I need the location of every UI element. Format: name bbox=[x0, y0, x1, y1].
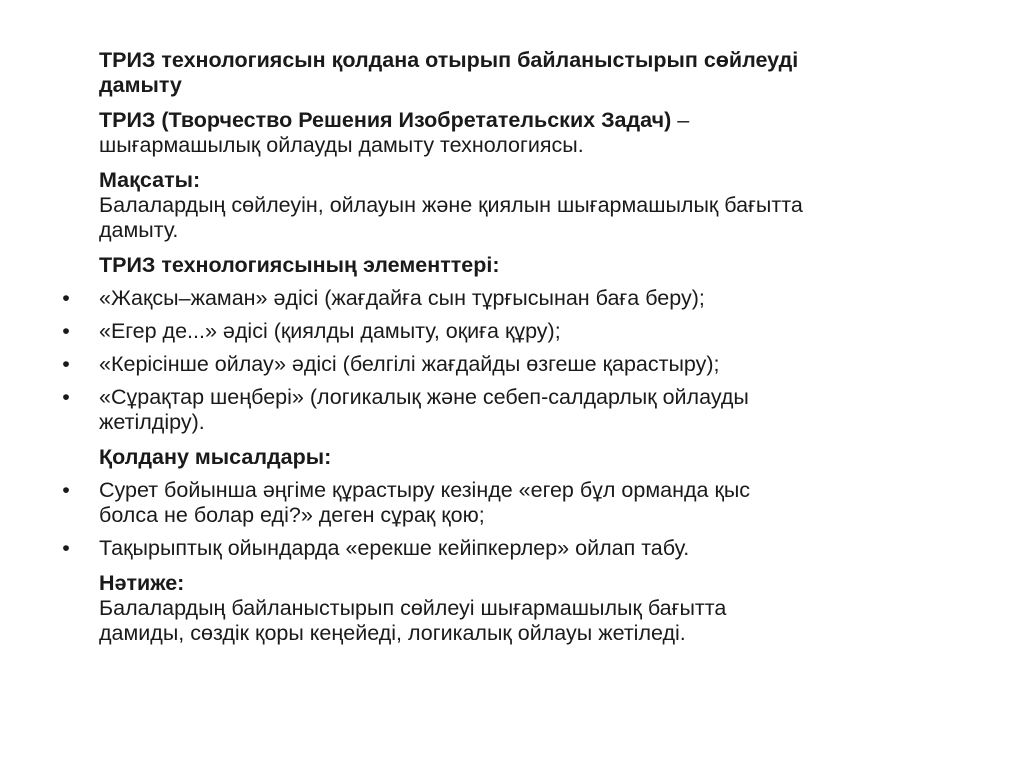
bullet-icon: • bbox=[62, 385, 70, 409]
result-text-line-1: Балалардың байланыстырып сөйлеуі шығармашылық бағытта bbox=[99, 596, 727, 620]
bullet-icon: • bbox=[62, 352, 70, 376]
list-item-text-line-2: болса не болар еді?» деген сұрақ қою; bbox=[99, 503, 485, 527]
title-line-2: дамыту bbox=[99, 73, 182, 97]
list-item bbox=[62, 319, 979, 344]
result-paragraph bbox=[99, 571, 979, 646]
title-line-1: ТРИЗ технологиясын қолдана отырып байланыстырып сөйлеуді bbox=[99, 48, 799, 72]
list-item-text-line-1: Сурет бойынша әңгіме құрастыру кезінде «егер бұл орманда қыс bbox=[99, 478, 751, 502]
result-text-line-2: дамиды, сөздік қоры кеңейеді, логикалық ойлауы жетіледі. bbox=[99, 621, 686, 645]
definition-dash: – bbox=[671, 108, 690, 132]
bullet-icon: • bbox=[62, 286, 70, 310]
list-item bbox=[62, 478, 979, 528]
list-item bbox=[62, 385, 979, 435]
definition-text: шығармашылық ойлауды дамыту технологиясы. bbox=[99, 133, 584, 157]
list-item-text: «Керісінше ойлау» әдісі (белгілі жағдайды өзгеше қарастыру); bbox=[99, 352, 720, 376]
goal-heading: Мақсаты: bbox=[99, 168, 201, 192]
definition-term: ТРИЗ (Творчество Решения Изобретательских Задач) bbox=[99, 108, 672, 132]
slide-content bbox=[62, 48, 979, 656]
result-heading: Нәтиже: bbox=[99, 571, 185, 595]
list-item-text: «Жақсы–жаман» әдісі (жағдайға сын тұрғысынан баға беру); bbox=[99, 286, 705, 310]
elements-heading: ТРИЗ технологиясының элементтері: bbox=[99, 253, 500, 277]
goal-text-line-2: дамыту. bbox=[99, 218, 179, 242]
list-item-text: Тақырыптық ойындарда «ерекше кейіпкерлер» ойлап табу. bbox=[99, 536, 690, 560]
list-item-text: «Егер де...» әдісі (қиялды дамыту, оқиға құру); bbox=[99, 319, 561, 343]
bullet-icon: • bbox=[62, 319, 70, 343]
bullet-icon: • bbox=[62, 536, 70, 560]
list-item bbox=[62, 536, 979, 561]
definition-paragraph bbox=[99, 108, 979, 158]
examples-heading: Қолдану мысалдары: bbox=[99, 445, 332, 469]
list-item-text-line-2: жетілдіру). bbox=[99, 410, 205, 434]
goal-text-line-1: Балалардың сөйлеуін, ойлауын және қиялын шығармашылық бағытта bbox=[99, 193, 803, 217]
goal-paragraph bbox=[99, 168, 979, 243]
list-item bbox=[62, 286, 979, 311]
bullet-icon: • bbox=[62, 478, 70, 502]
list-item-text-line-1: «Сұрақтар шеңбері» (логикалық және себеп-салдарлық ойлауды bbox=[99, 385, 749, 409]
list-item bbox=[62, 352, 979, 377]
slide-title bbox=[99, 48, 979, 98]
